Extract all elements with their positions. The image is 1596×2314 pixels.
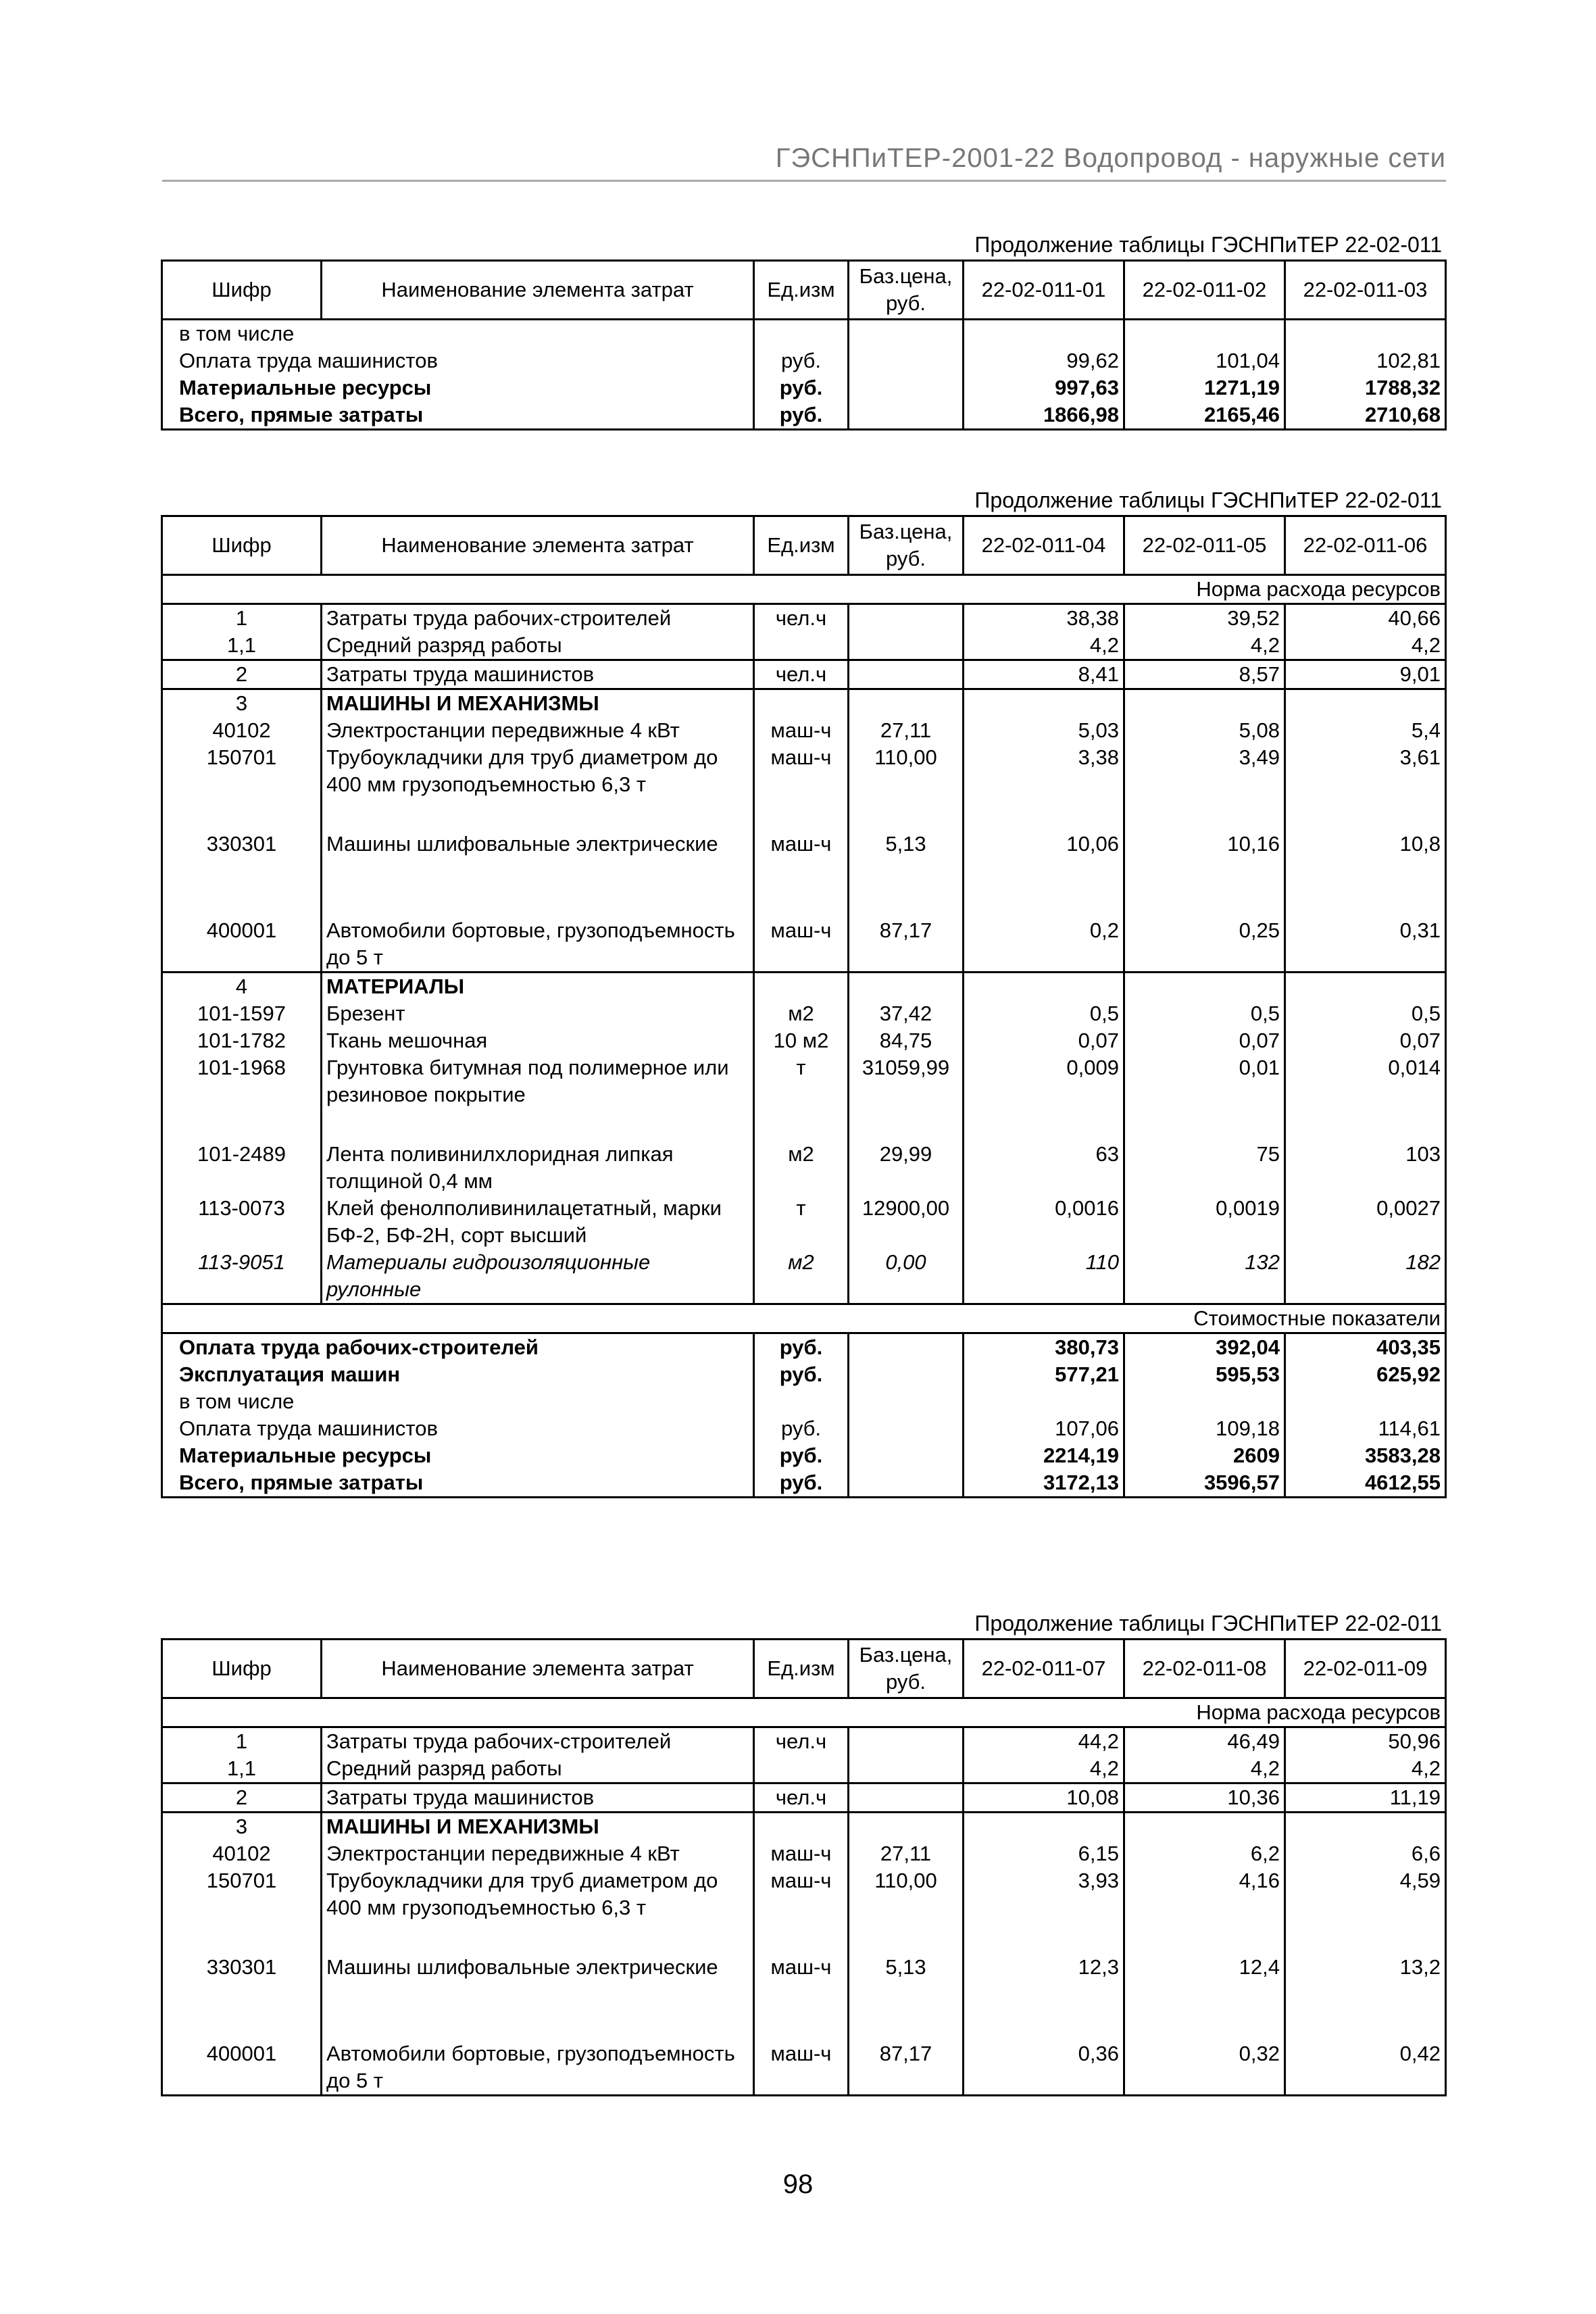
value-cell xyxy=(1285,320,1446,348)
column-header: Баз.цена, руб. xyxy=(849,1640,964,1698)
price-cell xyxy=(849,401,964,430)
value-cell: 38,38 xyxy=(964,604,1124,633)
column-header: 22-02-011-04 xyxy=(964,516,1124,575)
value-cell: 44,2 xyxy=(964,1727,1124,1756)
value-cell: 39,52 xyxy=(1124,604,1285,633)
value-cell: 1866,98 xyxy=(964,401,1124,430)
column-header: 22-02-011-02 xyxy=(1124,261,1285,320)
table-row xyxy=(162,1027,1446,1054)
price-cell xyxy=(849,1813,964,1841)
value-cell: 0,01 xyxy=(1124,1054,1285,1141)
header-row xyxy=(162,261,1446,320)
name-cell: Лента поливинилхлоридная липкая толщиной 0,4 мм xyxy=(322,1141,754,1195)
row-name: Материальные ресурсы xyxy=(162,374,754,401)
table-block xyxy=(161,1608,1445,2096)
value-cell: 2609 xyxy=(1124,1442,1285,1469)
value-cell: 11,19 xyxy=(1285,1783,1446,1813)
name-cell: Трубоукладчики для труб диаметром до 400 мм грузоподъемностью 6,3 т xyxy=(322,744,754,831)
table-row xyxy=(162,689,1446,718)
price-cell xyxy=(849,1333,964,1362)
unit-cell xyxy=(754,632,849,660)
row-name: Оплата труда машинистов xyxy=(162,1415,754,1442)
name-cell: Затраты труда рабочих-строителей xyxy=(322,604,754,633)
unit-cell: м2 xyxy=(754,1249,849,1304)
table-row xyxy=(162,1388,1446,1415)
unit-cell xyxy=(754,689,849,718)
value-cell: 12,3 xyxy=(964,1954,1124,2040)
unit-cell: т xyxy=(754,1195,849,1249)
code-cell: 40102 xyxy=(162,717,322,744)
cost-table xyxy=(161,515,1447,1498)
code-cell: 3 xyxy=(162,1813,322,1841)
name-cell: Брезент xyxy=(322,1000,754,1027)
value-cell xyxy=(1124,973,1285,1001)
row-name: Эксплуатация машин xyxy=(162,1361,754,1388)
unit-cell: 10 м2 xyxy=(754,1027,849,1054)
table-block xyxy=(161,485,1445,1498)
value-cell: 0,5 xyxy=(964,1000,1124,1027)
column-header: 22-02-011-09 xyxy=(1285,1640,1446,1698)
row-name: Оплата труда рабочих-строителей xyxy=(162,1333,754,1362)
table-row xyxy=(162,1727,1446,1756)
value-cell: 0,2 xyxy=(964,917,1124,973)
code-cell: 1 xyxy=(162,604,322,633)
unit-cell: чел.ч xyxy=(754,604,849,633)
code-cell: 2 xyxy=(162,660,322,689)
unit-cell: маш-ч xyxy=(754,831,849,917)
page-header xyxy=(162,143,1446,184)
value-cell: 103 xyxy=(1285,1141,1446,1195)
table-row xyxy=(162,1195,1446,1249)
column-header: Баз.цена, руб. xyxy=(849,261,964,320)
unit-cell: руб. xyxy=(754,1333,849,1362)
column-header: Наименование элемента затрат xyxy=(322,516,754,575)
unit-cell: руб. xyxy=(754,1469,849,1498)
value-cell: 2214,19 xyxy=(964,1442,1124,1469)
unit-cell xyxy=(754,1388,849,1415)
table-row xyxy=(162,604,1446,633)
value-cell xyxy=(1124,689,1285,718)
price-cell: 37,42 xyxy=(849,1000,964,1027)
value-cell: 99,62 xyxy=(964,347,1124,374)
code-cell: 400001 xyxy=(162,2040,322,2096)
name-cell: Затраты труда рабочих-строителей xyxy=(322,1727,754,1756)
value-cell: 182 xyxy=(1285,1249,1446,1304)
value-cell: 5,08 xyxy=(1124,717,1285,744)
cost-table xyxy=(161,1638,1447,2096)
value-cell: 625,92 xyxy=(1285,1361,1446,1388)
value-cell: 4,2 xyxy=(1124,632,1285,660)
header-row xyxy=(162,516,1446,575)
code-cell: 1,1 xyxy=(162,632,322,660)
name-cell: Электростанции передвижные 4 кВт xyxy=(322,1840,754,1867)
value-cell: 0,07 xyxy=(1285,1027,1446,1054)
value-cell: 0,014 xyxy=(1285,1054,1446,1141)
unit-cell: маш-ч xyxy=(754,1840,849,1867)
code-cell: 400001 xyxy=(162,917,322,973)
value-cell: 109,18 xyxy=(1124,1415,1285,1442)
value-cell: 380,73 xyxy=(964,1333,1124,1362)
price-cell: 5,13 xyxy=(849,831,964,917)
value-cell: 8,41 xyxy=(964,660,1124,689)
value-cell xyxy=(964,1813,1124,1841)
column-header: Наименование элемента затрат xyxy=(322,1640,754,1698)
column-header: Ед.изм xyxy=(754,516,849,575)
value-cell: 4,16 xyxy=(1124,1867,1285,1954)
code-cell: 113-9051 xyxy=(162,1249,322,1304)
price-cell: 29,99 xyxy=(849,1141,964,1195)
column-header: 22-02-011-08 xyxy=(1124,1640,1285,1698)
price-cell: 0,00 xyxy=(849,1249,964,1304)
table-row xyxy=(162,1755,1446,1783)
price-cell xyxy=(849,1783,964,1813)
price-cell: 84,75 xyxy=(849,1027,964,1054)
value-cell: 4612,55 xyxy=(1285,1469,1446,1498)
unit-cell: чел.ч xyxy=(754,660,849,689)
unit-cell: маш-ч xyxy=(754,1954,849,2040)
value-cell: 577,21 xyxy=(964,1361,1124,1388)
name-cell: МАШИНЫ И МЕХАНИЗМЫ xyxy=(322,1813,754,1841)
value-cell xyxy=(1124,1388,1285,1415)
value-cell: 114,61 xyxy=(1285,1415,1446,1442)
name-cell: Средний разряд работы xyxy=(322,632,754,660)
table-row xyxy=(162,401,1446,430)
table-row xyxy=(162,1054,1446,1141)
table-row xyxy=(162,575,1446,604)
unit-cell xyxy=(754,1755,849,1783)
value-cell: 10,16 xyxy=(1124,831,1285,917)
value-cell xyxy=(964,689,1124,718)
table-row xyxy=(162,1361,1446,1388)
table-row xyxy=(162,744,1446,831)
table-row xyxy=(162,347,1446,374)
unit-cell xyxy=(754,320,849,348)
value-cell: 595,53 xyxy=(1124,1361,1285,1388)
value-cell: 0,0019 xyxy=(1124,1195,1285,1249)
value-cell xyxy=(964,320,1124,348)
price-cell xyxy=(849,1388,964,1415)
unit-cell: руб. xyxy=(754,374,849,401)
table-row xyxy=(162,374,1446,401)
value-cell: 8,57 xyxy=(1124,660,1285,689)
value-cell: 46,49 xyxy=(1124,1727,1285,1756)
table-row xyxy=(162,1840,1446,1867)
value-cell: 5,03 xyxy=(964,717,1124,744)
price-cell: 5,13 xyxy=(849,1954,964,2040)
price-cell xyxy=(849,347,964,374)
table-row xyxy=(162,1867,1446,1954)
column-header: 22-02-011-06 xyxy=(1285,516,1446,575)
unit-cell: руб. xyxy=(754,1442,849,1469)
price-cell xyxy=(849,604,964,633)
value-cell: 10,06 xyxy=(964,831,1124,917)
value-cell: 50,96 xyxy=(1285,1727,1446,1756)
price-cell xyxy=(849,632,964,660)
row-label: в том числе xyxy=(162,320,754,348)
name-cell: Машины шлифовальные электрические xyxy=(322,1954,754,2040)
unit-cell: м2 xyxy=(754,1000,849,1027)
price-cell: 12900,00 xyxy=(849,1195,964,1249)
unit-cell: чел.ч xyxy=(754,1783,849,1813)
column-header: 22-02-011-07 xyxy=(964,1640,1124,1698)
unit-cell: т xyxy=(754,1054,849,1141)
value-cell: 4,2 xyxy=(964,632,1124,660)
row-name: Всего, прямые затраты xyxy=(162,1469,754,1498)
code-cell: 330301 xyxy=(162,1954,322,2040)
table-row xyxy=(162,717,1446,744)
name-cell: Грунтовка битумная под полимерное или резиновое покрытие xyxy=(322,1054,754,1141)
price-cell: 27,11 xyxy=(849,1840,964,1867)
unit-cell: руб. xyxy=(754,401,849,430)
column-header: 22-02-011-01 xyxy=(964,261,1124,320)
value-cell: 6,15 xyxy=(964,1840,1124,1867)
unit-cell: маш-ч xyxy=(754,2040,849,2096)
value-cell: 4,2 xyxy=(1285,632,1446,660)
value-cell: 40,66 xyxy=(1285,604,1446,633)
column-header: Шифр xyxy=(162,516,322,575)
price-cell: 27,11 xyxy=(849,717,964,744)
table-row xyxy=(162,1469,1446,1498)
code-cell: 101-1782 xyxy=(162,1027,322,1054)
section-label: Норма расхода ресурсов xyxy=(162,1698,1446,1727)
price-cell: 110,00 xyxy=(849,1867,964,1954)
table-row xyxy=(162,1813,1446,1841)
name-cell: Материалы гидроизоляционные рулонные xyxy=(322,1249,754,1304)
table-row xyxy=(162,2040,1446,2096)
table-row xyxy=(162,660,1446,689)
row-name: Материальные ресурсы xyxy=(162,1442,754,1469)
column-header: Наименование элемента затрат xyxy=(322,261,754,320)
code-cell: 330301 xyxy=(162,831,322,917)
column-header: Шифр xyxy=(162,261,322,320)
value-cell: 3596,57 xyxy=(1124,1469,1285,1498)
value-cell xyxy=(1285,689,1446,718)
column-header: 22-02-011-05 xyxy=(1124,516,1285,575)
header-rule xyxy=(162,180,1446,182)
table-row xyxy=(162,1783,1446,1813)
price-cell xyxy=(849,1469,964,1498)
table-row xyxy=(162,1698,1446,1727)
name-cell: Затраты труда машинистов xyxy=(322,660,754,689)
price-cell xyxy=(849,1361,964,1388)
section-label: Стоимостные показатели xyxy=(162,1304,1446,1333)
table-row xyxy=(162,1954,1446,2040)
code-cell: 1,1 xyxy=(162,1755,322,1783)
column-header: Шифр xyxy=(162,1640,322,1698)
code-cell: 101-2489 xyxy=(162,1141,322,1195)
value-cell: 0,5 xyxy=(1124,1000,1285,1027)
price-cell: 87,17 xyxy=(849,2040,964,2096)
value-cell: 3583,28 xyxy=(1285,1442,1446,1469)
unit-cell: руб. xyxy=(754,1415,849,1442)
value-cell: 12,4 xyxy=(1124,1954,1285,2040)
value-cell: 3,49 xyxy=(1124,744,1285,831)
value-cell: 4,2 xyxy=(1124,1755,1285,1783)
value-cell: 13,2 xyxy=(1285,1954,1446,2040)
value-cell: 392,04 xyxy=(1124,1333,1285,1362)
code-cell: 4 xyxy=(162,973,322,1001)
value-cell xyxy=(964,973,1124,1001)
value-cell: 3,61 xyxy=(1285,744,1446,831)
code-cell: 101-1597 xyxy=(162,1000,322,1027)
value-cell: 101,04 xyxy=(1124,347,1285,374)
price-cell: 87,17 xyxy=(849,917,964,973)
value-cell: 997,63 xyxy=(964,374,1124,401)
value-cell: 4,2 xyxy=(1285,1755,1446,1783)
value-cell: 0,5 xyxy=(1285,1000,1446,1027)
table-row xyxy=(162,1415,1446,1442)
price-cell: 110,00 xyxy=(849,744,964,831)
name-cell: Клей фенолполивинилацетатный, марки БФ-2, БФ-2Н, сорт высший xyxy=(322,1195,754,1249)
table-row xyxy=(162,1000,1446,1027)
header-title: ГЭСНПиТЕР-2001-22 Водопровод - наружные сети xyxy=(775,143,1446,173)
value-cell: 0,42 xyxy=(1285,2040,1446,2096)
table-row xyxy=(162,632,1446,660)
value-cell: 1271,19 xyxy=(1124,374,1285,401)
value-cell: 4,2 xyxy=(964,1755,1124,1783)
section-label: Норма расхода ресурсов xyxy=(162,575,1446,604)
table-row xyxy=(162,831,1446,917)
name-cell: МАШИНЫ И МЕХАНИЗМЫ xyxy=(322,689,754,718)
price-cell xyxy=(849,1415,964,1442)
price-cell: 31059,99 xyxy=(849,1054,964,1141)
table-row xyxy=(162,1333,1446,1362)
header-row xyxy=(162,1640,1446,1698)
name-cell: Автомобили бортовые, грузоподъемность до 5 т xyxy=(322,917,754,973)
value-cell: 0,25 xyxy=(1124,917,1285,973)
value-cell: 4,59 xyxy=(1285,1867,1446,1954)
unit-cell: маш-ч xyxy=(754,717,849,744)
value-cell: 0,0027 xyxy=(1285,1195,1446,1249)
name-cell: Машины шлифовальные электрические xyxy=(322,831,754,917)
table-block xyxy=(161,230,1445,430)
unit-cell: маш-ч xyxy=(754,917,849,973)
table-row xyxy=(162,320,1446,348)
unit-cell: руб. xyxy=(754,1361,849,1388)
code-cell: 150701 xyxy=(162,1867,322,1954)
value-cell: 0,07 xyxy=(964,1027,1124,1054)
price-cell xyxy=(849,660,964,689)
cost-table xyxy=(161,260,1447,430)
table-row xyxy=(162,1442,1446,1469)
code-cell: 40102 xyxy=(162,1840,322,1867)
price-cell xyxy=(849,374,964,401)
name-cell: Автомобили бортовые, грузоподъемность до 5 т xyxy=(322,2040,754,2096)
value-cell: 0,009 xyxy=(964,1054,1124,1141)
column-header: Баз.цена, руб. xyxy=(849,516,964,575)
unit-cell xyxy=(754,973,849,1001)
table-caption: Продолжение таблицы ГЭСНПиТЕР 22-02-011 xyxy=(974,488,1442,512)
value-cell: 3,38 xyxy=(964,744,1124,831)
table-row xyxy=(162,917,1446,973)
name-cell: Средний разряд работы xyxy=(322,1755,754,1783)
value-cell: 10,8 xyxy=(1285,831,1446,917)
code-cell: 3 xyxy=(162,689,322,718)
column-header: Ед.изм xyxy=(754,261,849,320)
value-cell xyxy=(1124,320,1285,348)
value-cell: 2710,68 xyxy=(1285,401,1446,430)
value-cell xyxy=(964,1388,1124,1415)
table-caption: Продолжение таблицы ГЭСНПиТЕР 22-02-011 xyxy=(974,232,1442,257)
unit-cell: чел.ч xyxy=(754,1727,849,1756)
value-cell: 2165,46 xyxy=(1124,401,1285,430)
table-caption: Продолжение таблицы ГЭСНПиТЕР 22-02-011 xyxy=(974,1611,1442,1635)
name-cell: Затраты труда машинистов xyxy=(322,1783,754,1813)
value-cell: 403,35 xyxy=(1285,1333,1446,1362)
value-cell: 132 xyxy=(1124,1249,1285,1304)
price-cell xyxy=(849,1727,964,1756)
unit-cell: маш-ч xyxy=(754,1867,849,1954)
table-row xyxy=(162,1141,1446,1195)
value-cell: 0,32 xyxy=(1124,2040,1285,2096)
value-cell: 107,06 xyxy=(964,1415,1124,1442)
value-cell: 10,08 xyxy=(964,1783,1124,1813)
price-cell xyxy=(849,689,964,718)
value-cell: 3,93 xyxy=(964,1867,1124,1954)
name-cell: Ткань мешочная xyxy=(322,1027,754,1054)
unit-cell: м2 xyxy=(754,1141,849,1195)
name-cell: Электростанции передвижные 4 кВт xyxy=(322,717,754,744)
value-cell: 0,31 xyxy=(1285,917,1446,973)
value-cell: 6,6 xyxy=(1285,1840,1446,1867)
code-cell: 1 xyxy=(162,1727,322,1756)
code-cell: 150701 xyxy=(162,744,322,831)
value-cell: 0,0016 xyxy=(964,1195,1124,1249)
value-cell: 1788,32 xyxy=(1285,374,1446,401)
value-cell: 63 xyxy=(964,1141,1124,1195)
unit-cell xyxy=(754,1813,849,1841)
column-header: Ед.изм xyxy=(754,1640,849,1698)
value-cell: 0,07 xyxy=(1124,1027,1285,1054)
row-name: Оплата труда машинистов xyxy=(162,347,754,374)
price-cell xyxy=(849,320,964,348)
value-cell: 75 xyxy=(1124,1141,1285,1195)
code-cell: 2 xyxy=(162,1783,322,1813)
value-cell: 0,36 xyxy=(964,2040,1124,2096)
table-row xyxy=(162,973,1446,1001)
unit-cell: руб. xyxy=(754,347,849,374)
value-cell: 6,2 xyxy=(1124,1840,1285,1867)
name-cell: Трубоукладчики для труб диаметром до 400 мм грузоподъемностью 6,3 т xyxy=(322,1867,754,1954)
value-cell xyxy=(1285,1813,1446,1841)
value-cell xyxy=(1285,973,1446,1001)
value-cell xyxy=(1124,1813,1285,1841)
unit-cell: маш-ч xyxy=(754,744,849,831)
table-row xyxy=(162,1304,1446,1333)
code-cell: 101-1968 xyxy=(162,1054,322,1141)
value-cell: 3172,13 xyxy=(964,1469,1124,1498)
row-name: Всего, прямые затраты xyxy=(162,401,754,430)
table-row xyxy=(162,1249,1446,1304)
value-cell: 5,4 xyxy=(1285,717,1446,744)
value-cell xyxy=(1285,1388,1446,1415)
value-cell: 110 xyxy=(964,1249,1124,1304)
value-cell: 102,81 xyxy=(1285,347,1446,374)
column-header: 22-02-011-03 xyxy=(1285,261,1446,320)
page-number: 98 xyxy=(782,2169,814,2199)
price-cell xyxy=(849,973,964,1001)
price-cell xyxy=(849,1755,964,1783)
price-cell xyxy=(849,1442,964,1469)
value-cell: 9,01 xyxy=(1285,660,1446,689)
row-label: в том числе xyxy=(162,1388,754,1415)
code-cell: 113-0073 xyxy=(162,1195,322,1249)
value-cell: 10,36 xyxy=(1124,1783,1285,1813)
name-cell: МАТЕРИАЛЫ xyxy=(322,973,754,1001)
